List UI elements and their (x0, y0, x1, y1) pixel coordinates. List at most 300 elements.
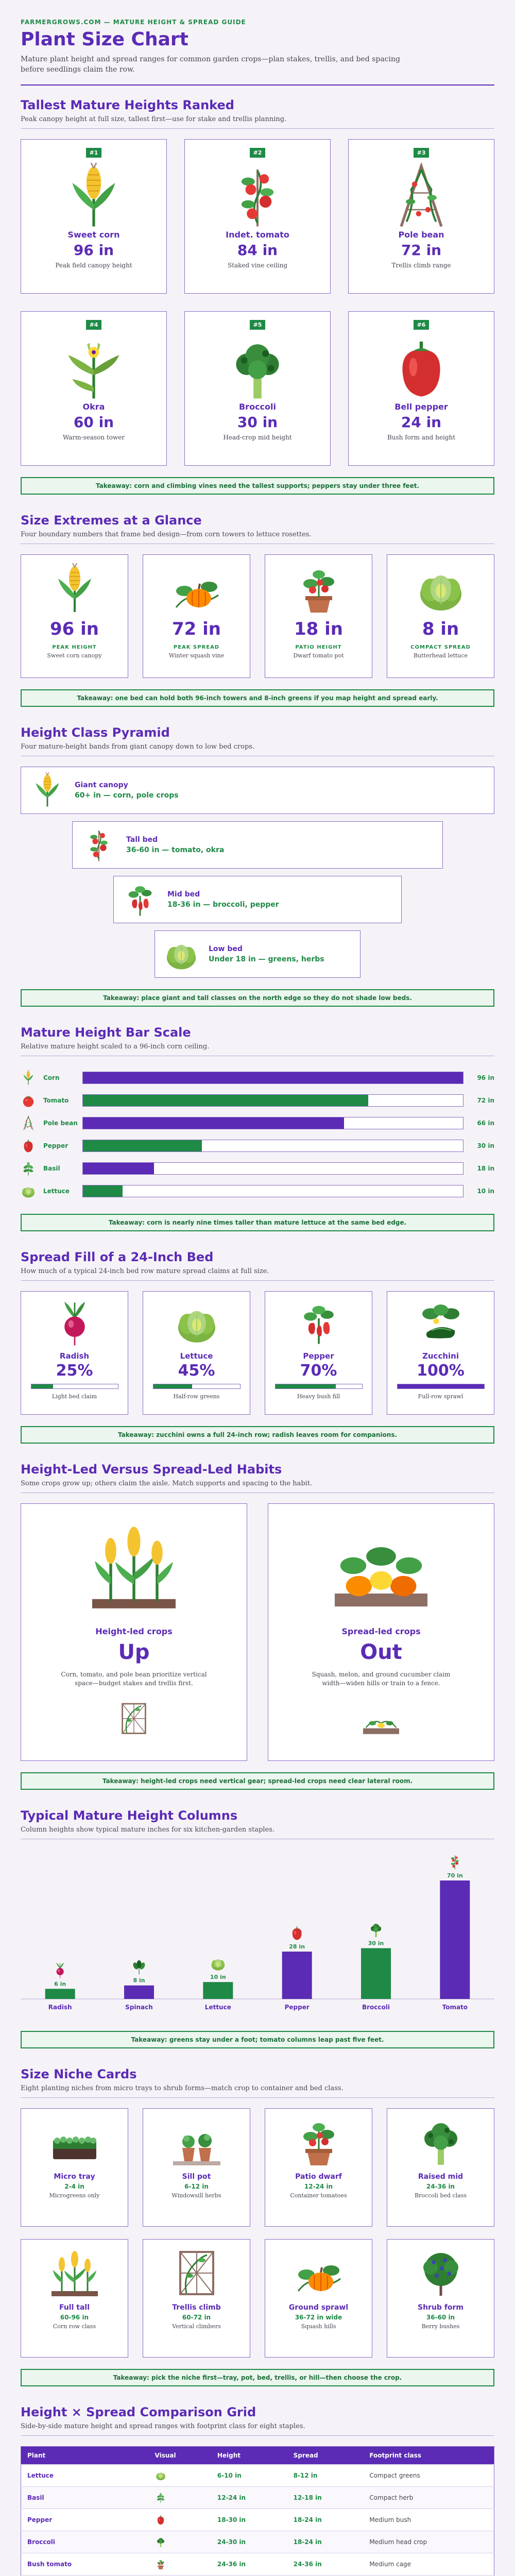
potted-tomato-icon (155, 2558, 166, 2570)
cell-visual (149, 2509, 211, 2531)
tier-name: Giant canopy (75, 781, 128, 789)
plant-name: Lettuce (180, 1351, 213, 1361)
pyramid-section (21, 725, 494, 1007)
table-row (21, 2464, 494, 2486)
spread-fill (153, 1384, 193, 1388)
cell-visual (149, 2531, 211, 2553)
trellis-icon (116, 1700, 152, 1736)
section-subtitle: Peak canopy height at full size, tallest first—use for stake and trellis planning. (21, 115, 287, 123)
table-row (21, 2531, 494, 2553)
cell-spread: 18-24 in (287, 2509, 364, 2531)
extreme-card (143, 554, 250, 678)
pole-bean-icon (388, 163, 455, 225)
pyramid-tier (113, 876, 402, 923)
niche-card (387, 2108, 494, 2227)
niche-name: Sill pot (182, 2172, 211, 2181)
plant-name: Broccoli (238, 401, 276, 412)
niche-range: 36-60 in (426, 2313, 455, 2321)
page-title: Plant Size Chart (21, 29, 188, 50)
corn-icon (60, 163, 127, 225)
spread-fill (31, 1384, 53, 1388)
niche-card (21, 2108, 128, 2227)
lettuce-icon (415, 563, 467, 615)
pepper-icon (21, 1138, 36, 1154)
niche-range: 6-12 in (184, 2182, 209, 2190)
section-subtitle: Side-by-side mature height and spread ranges with footprint class for eight staples. (21, 2422, 305, 2430)
bar-fill (83, 1140, 202, 1151)
bar-fill (83, 1163, 154, 1174)
extreme-label: COMPACT SPREAD (410, 644, 471, 650)
card-note: Container tomatoes (290, 2192, 347, 2199)
tier-name: Low bed (209, 944, 243, 953)
spread-percent: 25% (56, 1361, 93, 1380)
card-note: Windowsill herbs (171, 2192, 221, 2199)
takeaway-callout: Takeaway: height-led crops need vertical gear; spread-led crops need clear lateral room. (21, 1772, 494, 1790)
bar-label: Pole bean (43, 1119, 78, 1127)
section-title: Mature Height Bar Scale (21, 1025, 191, 1040)
spread-percent: 45% (178, 1361, 215, 1380)
spinach-icon (132, 1960, 146, 1974)
plant-name: Pepper (303, 1351, 334, 1361)
berry-bush-icon (415, 2247, 467, 2298)
cell-spread: 24-36 in (287, 2553, 364, 2575)
bar-value: 18 in (477, 1164, 494, 1172)
cell-plant: Basil (21, 2486, 149, 2509)
habit-description: Squash, melon, and ground cucumber claim width—widen hills or train to a fence. (312, 1670, 451, 1687)
bar-fill (83, 1095, 368, 1106)
spread-track (275, 1384, 363, 1389)
corn-icon (29, 772, 65, 808)
extremes-section (21, 513, 494, 707)
cell-height: 24-36 in (211, 2553, 287, 2575)
rank-badge: #6 (414, 320, 430, 330)
niche-name: Full tall (59, 2303, 90, 2312)
card-note: Half-row greens (173, 1393, 220, 1400)
spread-fill (398, 1384, 484, 1388)
corn-field-icon (88, 1519, 180, 1612)
extreme-label: PEAK SPREAD (173, 644, 220, 650)
niche-range: 60-72 in (182, 2313, 211, 2321)
habit-card (268, 1503, 494, 1761)
broccoli-icon (415, 2116, 467, 2167)
lettuce-icon (163, 936, 199, 972)
cell-footprint: Compact herb (363, 2486, 494, 2509)
habits-section (21, 1462, 494, 1790)
section-divider (21, 2435, 494, 2436)
bar-row (21, 1180, 494, 1202)
section-subtitle: Relative mature height scaled to a 96-inch corn ceiling. (21, 1042, 210, 1050)
rank-card (21, 311, 167, 466)
habit-grid (21, 1503, 494, 1761)
section-divider (21, 1280, 494, 1281)
tomato-vine-icon (451, 1855, 459, 1869)
bar-row (21, 1112, 494, 1134)
broccoli-icon (224, 335, 291, 397)
section-title: Size Niche Cards (21, 2066, 137, 2081)
column-bar (361, 1948, 391, 1999)
height-value: 72 in (401, 241, 442, 259)
niche-card (143, 2108, 250, 2227)
table-body (21, 2464, 494, 2576)
barscale-section (21, 1025, 494, 1231)
niche-section (21, 2067, 494, 2386)
tier-range: 18-36 in — broccoli, pepper (167, 900, 279, 909)
broccoli-icon (155, 2536, 166, 2548)
zucchini-icon (418, 1300, 464, 1346)
extreme-card (265, 554, 372, 678)
niche-card (265, 2108, 372, 2227)
tier-name: Tall bed (126, 835, 158, 844)
pepper-icon (293, 1926, 302, 1940)
squash-icon (293, 2247, 345, 2298)
column-header[interactable]: Visual (149, 2446, 211, 2464)
section-subtitle: Eight planting niches from micro trays to shrub forms—match crop to container and bed class. (21, 2084, 344, 2092)
bar-row (21, 1134, 494, 1157)
niche-name: Trellis climb (172, 2303, 221, 2312)
plant-name: Indet. tomato (226, 229, 289, 240)
spread-percent: 100% (417, 1361, 465, 1380)
bar-row (21, 1089, 494, 1112)
corn-icon (49, 563, 100, 615)
rank-badge: #2 (250, 148, 266, 158)
category-label: Pepper (284, 2003, 310, 2011)
column-bar (45, 1989, 75, 1999)
value-label: 28 in (289, 1943, 305, 1950)
spread-grid (21, 1291, 494, 1415)
plant-name: Pole bean (398, 229, 444, 240)
card-note: Bush form and height (387, 433, 456, 441)
height-value: 30 in (237, 413, 278, 431)
cell-height: 12-24 in (211, 2486, 287, 2509)
section-divider (21, 128, 494, 129)
value-label: 30 in (368, 1940, 384, 1947)
section-title: Typical Mature Height Columns (21, 1808, 238, 1823)
niche-name: Micro tray (54, 2172, 95, 2181)
extreme-label: PATIO HEIGHT (295, 644, 342, 650)
cell-spread: 8-12 in (287, 2464, 364, 2486)
bar-track (82, 1072, 464, 1084)
bar-label: Pepper (43, 1142, 68, 1149)
card-note: Sweet corn canopy (47, 652, 102, 659)
category-label: Tomato (442, 2003, 468, 2011)
spread-card (265, 1291, 372, 1415)
rank-badge: #1 (86, 148, 102, 158)
cell-footprint: Medium cage (363, 2553, 494, 2575)
bar-value: 30 in (477, 1142, 494, 1149)
bar-row (21, 1066, 494, 1089)
extreme-value: 8 in (422, 618, 459, 639)
cell-plant: Lettuce (21, 2464, 149, 2486)
trellis-icon (171, 2247, 222, 2298)
pyramid-tier (72, 821, 443, 869)
card-note: Full-row sprawl (418, 1393, 464, 1400)
squash-patch-icon (335, 1519, 427, 1612)
spread-card (143, 1291, 250, 1415)
potted-tomato-icon (293, 2116, 345, 2167)
section-subtitle: How much of a typical 24-inch bed row mature spread claims at full size. (21, 1267, 269, 1275)
rank-card (21, 139, 167, 294)
niche-range: 2-4 in (64, 2182, 84, 2190)
niche-range: 60-96 in (60, 2313, 89, 2321)
niche-card (265, 2239, 372, 2358)
comparison-table (21, 2446, 494, 2576)
corn-field-icon (49, 2247, 100, 2298)
section-title: Height × Spread Comparison Grid (21, 2404, 256, 2419)
spread-card (387, 1291, 494, 1415)
sill-pot-icon (171, 2116, 222, 2167)
niche-name: Patio dwarf (295, 2172, 342, 2181)
plant-name: Sweet corn (67, 229, 120, 240)
bar-track (82, 1162, 464, 1175)
card-note: Winter squash vine (168, 652, 225, 659)
cell-visual (149, 2486, 211, 2509)
takeaway-callout: Takeaway: corn is nearly nine times taller than mature lettuce at the same bed edge. (21, 1214, 494, 1231)
height-value: 24 in (401, 413, 442, 431)
rank-badge: #3 (414, 148, 430, 158)
cell-visual (149, 2553, 211, 2575)
bar-label: Lettuce (43, 1187, 70, 1195)
tomato-vine-icon (81, 827, 117, 863)
corn-icon (21, 1070, 36, 1086)
card-note: Berry bushes (421, 2323, 460, 2330)
niche-name: Raised mid (418, 2172, 464, 2181)
table-row (21, 2509, 494, 2531)
extremes-grid (21, 554, 494, 678)
spread-track (397, 1384, 485, 1389)
bar-fill (83, 1117, 344, 1129)
bar-fill (83, 1072, 463, 1083)
page-header (21, 19, 494, 75)
rank-card (184, 139, 331, 294)
pyramid-tier (154, 930, 360, 978)
tomato-icon (21, 1093, 36, 1108)
extreme-value: 18 in (294, 618, 343, 639)
rank-card (348, 139, 494, 294)
table-header-row (21, 2446, 494, 2464)
column-header[interactable]: Footprint class (363, 2446, 494, 2464)
section-title: Height-Led Versus Spread-Led Habits (21, 1462, 282, 1477)
bar-row (21, 1157, 494, 1180)
takeaway-callout: Takeaway: corn and climbing vines need the tallest supports; peppers stay under three feet. (21, 477, 494, 495)
lettuce-icon (155, 2470, 166, 2481)
niche-card (143, 2239, 250, 2358)
micro-tray-icon (49, 2116, 100, 2167)
card-note: Trellis climb range (391, 261, 451, 269)
habit-word: Out (360, 1640, 402, 1664)
broccoli-icon (371, 1924, 381, 1937)
pepper-plant-icon (122, 882, 158, 918)
category-label: Spinach (125, 2003, 153, 2011)
category-label: Broccoli (362, 2003, 390, 2011)
lettuce-icon (212, 1959, 225, 1970)
niche-card (387, 2239, 494, 2358)
pole-bean-icon (21, 1115, 36, 1131)
section-divider (21, 2097, 494, 2098)
plant-name: Bell pepper (394, 401, 448, 412)
tier-name: Mid bed (167, 890, 200, 899)
niche-card (21, 2239, 128, 2358)
cell-spread: 12-18 in (287, 2486, 364, 2509)
bar-value: 66 in (477, 1119, 494, 1127)
spread-percent: 70% (300, 1361, 337, 1380)
card-note: Microgreens only (49, 2192, 100, 2199)
extreme-label: PEAK HEIGHT (52, 644, 97, 650)
column-bar (282, 1952, 312, 1999)
table-section (21, 2405, 494, 2576)
cell-visual (149, 2464, 211, 2486)
sprawl-icon (363, 1700, 399, 1736)
category-label: Lettuce (204, 2003, 231, 2011)
pyramid-tier (21, 767, 494, 814)
radish-icon (52, 1300, 98, 1346)
niche-range: 24-36 in (426, 2182, 455, 2190)
table-row (21, 2553, 494, 2575)
column-header[interactable]: Spread (287, 2446, 364, 2464)
section-title: Tallest Mature Heights Ranked (21, 97, 234, 112)
column-bar (203, 1982, 233, 1999)
niche-grid (21, 2108, 494, 2358)
bar-label: Basil (43, 1164, 60, 1172)
card-note: Staked vine ceiling (227, 261, 288, 269)
cell-height: 24-30 in (211, 2531, 287, 2553)
value-label: 10 in (210, 1973, 226, 1980)
extreme-card (387, 554, 494, 678)
height-value: 84 in (237, 241, 278, 259)
section-title: Size Extremes at a Glance (21, 513, 202, 528)
habit-card (21, 1503, 247, 1761)
rank-card (348, 311, 494, 466)
niche-name: Ground sprawl (288, 2303, 349, 2312)
bar-label: Tomato (43, 1096, 69, 1104)
cell-footprint: Compact greens (363, 2464, 494, 2486)
tallest-grid (21, 139, 494, 466)
card-note: Head-crop mid height (223, 433, 292, 441)
bar-track (82, 1094, 464, 1107)
value-label: 8 in (133, 1977, 145, 1984)
card-note: Squash hills (301, 2323, 336, 2330)
card-note: Peak field canopy height (55, 261, 132, 269)
tallest-section (21, 98, 494, 495)
card-note: Dwarf tomato pot (293, 652, 344, 659)
cell-footprint: Medium head crop (363, 2531, 494, 2553)
takeaway-callout: Takeaway: place giant and tall classes on the north edge so they do not shade low beds. (21, 989, 494, 1007)
pyramid-stack (21, 767, 494, 978)
columns-section (21, 1808, 494, 2048)
column-bar (124, 1985, 154, 1998)
bar-value: 96 in (477, 1074, 494, 1081)
height-value: 60 in (73, 413, 114, 431)
extreme-card (21, 554, 128, 678)
rank-card (184, 311, 331, 466)
column-header[interactable]: Plant (21, 2446, 149, 2464)
plant-name: Radish (59, 1351, 90, 1361)
card-note: Butterhead lettuce (413, 652, 468, 659)
card-note: Broccoli bed class (414, 2192, 467, 2199)
category-label: Radish (48, 2003, 72, 2011)
header-divider (21, 84, 494, 86)
rank-badge: #5 (250, 320, 266, 330)
card-note: Heavy bush fill (297, 1393, 340, 1400)
plant-name: Zucchini (422, 1351, 459, 1361)
habit-word: Up (118, 1640, 150, 1664)
cell-plant: Pepper (21, 2509, 149, 2531)
bar-scale (21, 1066, 494, 1202)
potted-tomato-icon (293, 563, 345, 615)
plant-name: Okra (82, 401, 105, 412)
squash-icon (171, 563, 222, 615)
tomato-vine-icon (224, 163, 291, 225)
column-bar (440, 1880, 470, 1999)
rank-badge: #4 (86, 320, 102, 330)
spread-section (21, 1250, 494, 1444)
cell-footprint: Medium bush (363, 2509, 494, 2531)
extreme-value: 96 in (49, 618, 99, 639)
bar-track (82, 1117, 464, 1129)
cell-spread: 18-24 in (287, 2531, 364, 2553)
basil-icon (155, 2492, 166, 2503)
bar-track (82, 1185, 464, 1197)
section-title: Spread Fill of a 24-Inch Bed (21, 1249, 214, 1264)
tier-range: 60+ in — corn, pole crops (75, 791, 179, 800)
radish-icon (57, 1962, 64, 1978)
card-note: Vertical climbers (172, 2323, 221, 2330)
value-label: 70 in (447, 1872, 463, 1879)
habit-title: Height-led crops (95, 1626, 173, 1636)
value-label: 6 in (54, 1980, 66, 1987)
bar-value: 72 in (477, 1096, 494, 1104)
cell-plant: Broccoli (21, 2531, 149, 2553)
spread-card (21, 1291, 128, 1415)
card-note: Corn row class (53, 2323, 96, 2330)
pepper-icon (155, 2514, 166, 2526)
tier-range: Under 18 in — greens, herbs (209, 955, 324, 963)
takeaway-callout: Takeaway: zucchini owns a full 24-inch row; radish leaves room for companions. (21, 1426, 494, 1444)
takeaway-callout: Takeaway: pick the niche first—tray, pot, bed, trellis, or hill—then choose the crop. (21, 2369, 494, 2386)
spread-fill (276, 1384, 336, 1388)
eyebrow: FARMERGROWS.COM — MATURE HEIGHT & SPREAD GUIDE (21, 19, 246, 26)
page-lede: Mature plant height and spread ranges for common garden crops—plan stakes, trellis, and bed spacing before seedlings claim the row. (21, 55, 400, 74)
lettuce-icon (174, 1300, 220, 1346)
niche-name: Shrub form (417, 2303, 464, 2312)
cell-plant: Bush tomato (21, 2553, 149, 2575)
niche-range: 12-24 in (304, 2182, 333, 2190)
column-chart-svg (21, 1850, 494, 2020)
height-value: 96 in (73, 241, 114, 259)
bar-track (82, 1140, 464, 1152)
cell-height: 18-30 in (211, 2509, 287, 2531)
habit-description: Corn, tomato, and pole bean prioritize vertical space—budget stakes and trellis first. (61, 1670, 207, 1687)
section-subtitle: Four boundary numbers that frame bed design—from corn towers to lettuce rosettes. (21, 530, 312, 538)
bar-fill (83, 1185, 123, 1197)
tier-range: 36-60 in — tomato, okra (126, 845, 225, 854)
okra-icon (60, 335, 127, 397)
section-subtitle: Some crops grow up; others claim the aisle. Match supports and spacing to the habit. (21, 1479, 313, 1487)
bar-label: Corn (43, 1074, 60, 1081)
spread-track (31, 1384, 118, 1389)
section-title: Height Class Pyramid (21, 725, 170, 740)
table-row (21, 2486, 494, 2509)
cell-height: 6-10 in (211, 2464, 287, 2486)
pepper-icon (388, 335, 455, 397)
column-header[interactable]: Height (211, 2446, 287, 2464)
section-subtitle: Column heights show typical mature inches for six kitchen-garden staples. (21, 1825, 275, 1834)
card-note: Warm-season tower (62, 433, 125, 441)
spread-track (153, 1384, 241, 1389)
bar-value: 10 in (477, 1187, 494, 1195)
card-note: Light bed claim (52, 1393, 97, 1400)
basil-icon (21, 1161, 36, 1176)
takeaway-callout: Takeaway: one bed can hold both 96-inch towers and 8-inch greens if you map height and spread early. (21, 689, 494, 707)
